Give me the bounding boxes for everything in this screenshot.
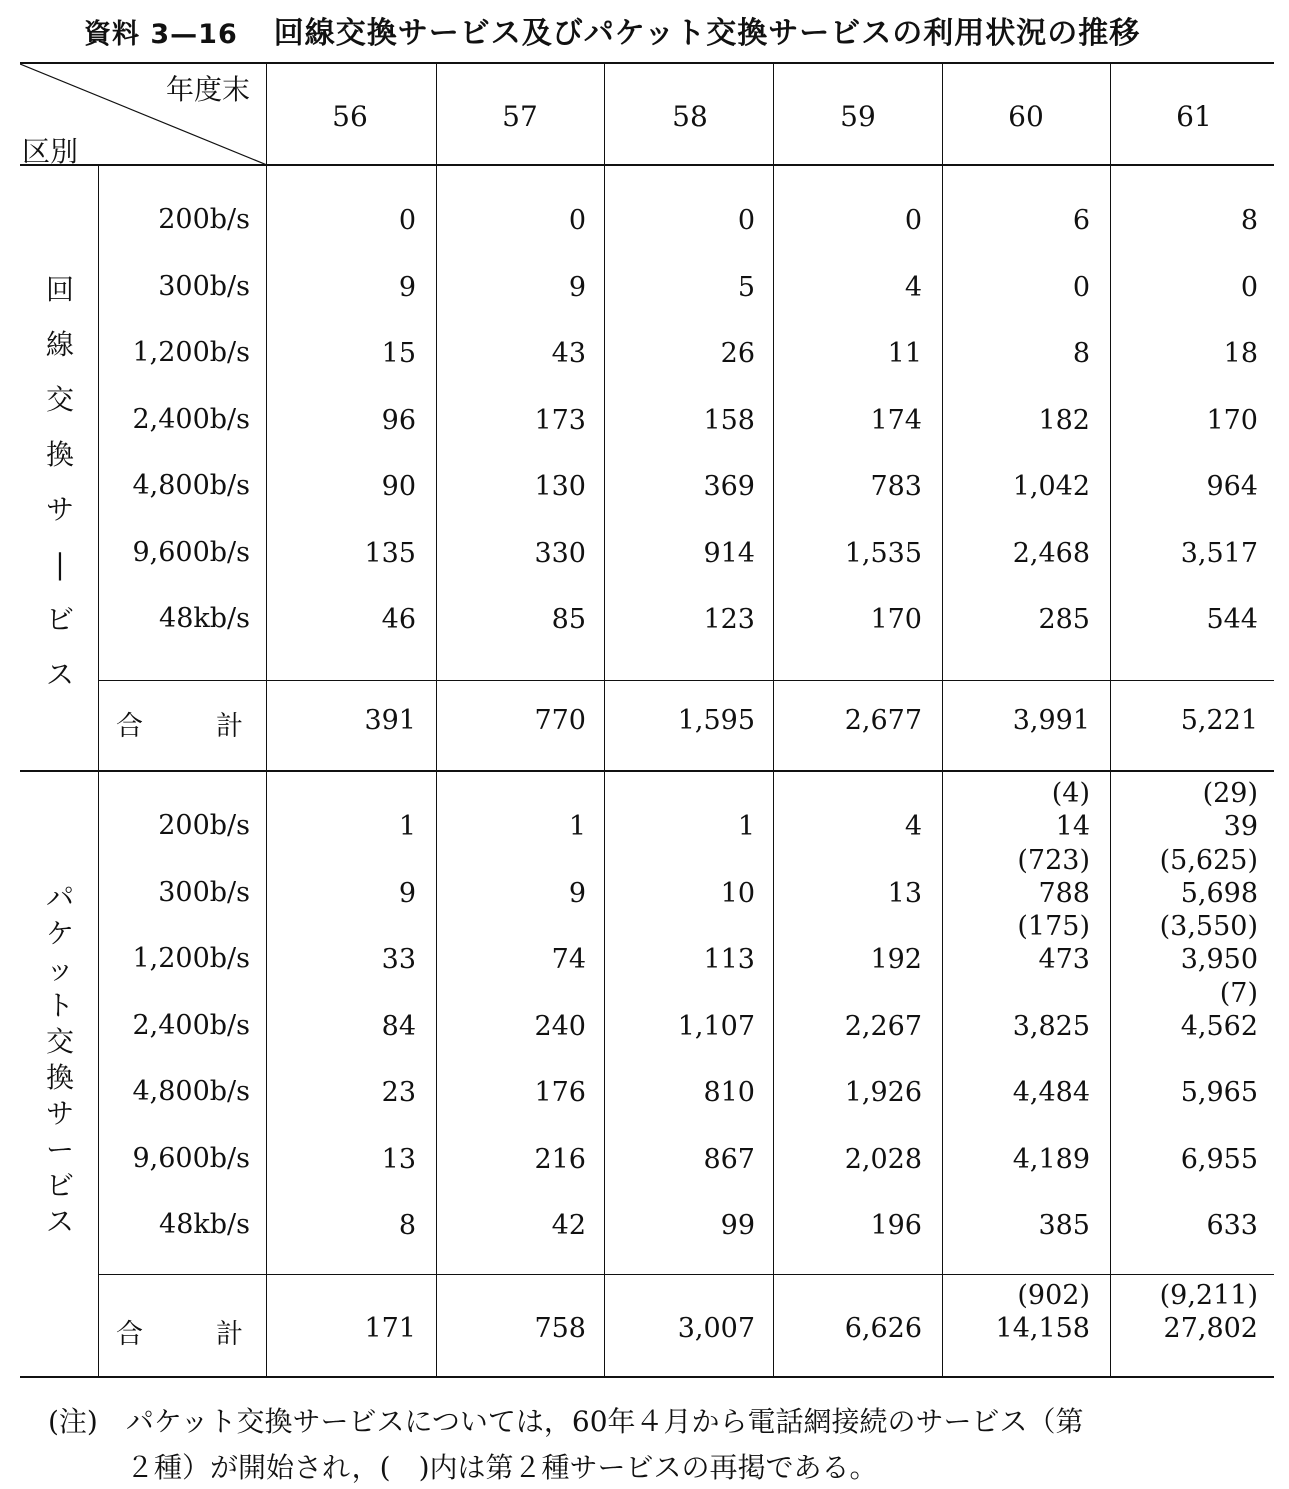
circuit-cell xyxy=(772,337,922,370)
packet-cell-value: 14 xyxy=(1055,811,1090,842)
year-header-57: 57 xyxy=(502,100,538,133)
packet-total-value: 758 xyxy=(534,1313,586,1344)
circuit-cell xyxy=(1108,204,1258,237)
circuit-cell xyxy=(266,337,416,370)
packet-cell-value: 6,955 xyxy=(1180,1143,1258,1175)
packet-cell-value: 788 xyxy=(1038,877,1090,909)
packet-cell-value: 473 xyxy=(1038,944,1090,975)
circuit-cell-value: 96 xyxy=(381,404,416,436)
packet-group-char: パ xyxy=(45,881,74,914)
circuit-cell-value: 18 xyxy=(1223,338,1258,369)
packet-cell-value: 1 xyxy=(398,811,416,842)
section-divider-rule xyxy=(20,770,1274,772)
circuit-row-label: 2,400b/s xyxy=(132,403,250,435)
packet-total-label-b: 計 xyxy=(216,1319,243,1350)
circuit-cell xyxy=(772,271,922,304)
packet-total-paren: (9,211) xyxy=(1159,1280,1258,1311)
circuit-cell-value: 170 xyxy=(870,604,922,635)
circuit-total-value: 1,595 xyxy=(677,705,755,736)
circuit-cell xyxy=(266,470,416,503)
circuit-cell-value: 15 xyxy=(381,338,416,369)
packet-cell-value: 196 xyxy=(870,1210,922,1241)
circuit-total-cell xyxy=(436,704,586,737)
circuit-row-label: 9,600b/s xyxy=(132,536,250,568)
packet-cell xyxy=(605,1209,755,1242)
circuit-group-char: | xyxy=(55,548,65,581)
circuit-cell xyxy=(266,271,416,304)
circuit-cell-value: 1,042 xyxy=(1012,471,1090,502)
circuit-cell-value: 0 xyxy=(1072,271,1090,303)
packet-total-cell xyxy=(1108,1279,1258,1345)
circuit-cell xyxy=(266,404,416,437)
circuit-total-value: 770 xyxy=(534,705,586,736)
packet-total-value: 27,802 xyxy=(1163,1313,1258,1344)
packet-group-char: ビ xyxy=(45,1169,74,1202)
circuit-cell xyxy=(940,204,1090,237)
packet-cell xyxy=(772,1143,922,1176)
circuit-group-char: ス xyxy=(45,658,74,691)
packet-cell-value: 1,926 xyxy=(844,1077,922,1108)
packet-cell-paren: (4) xyxy=(1051,778,1090,809)
circuit-total-cell xyxy=(940,704,1090,737)
packet-cell-value: 33 xyxy=(381,944,416,975)
packet-cell-value: 2,028 xyxy=(844,1143,922,1175)
packet-cell-value: 867 xyxy=(703,1143,755,1175)
packet-cell xyxy=(605,943,755,976)
circuit-cell xyxy=(1108,404,1258,437)
document-title xyxy=(84,8,1140,52)
packet-row-label: 9,600b/s xyxy=(132,1142,250,1174)
packet-cell-value: 385 xyxy=(1038,1210,1090,1241)
packet-cell-value: 99 xyxy=(720,1210,755,1241)
circuit-cell-value: 0 xyxy=(737,205,755,236)
circuit-cell-value: 1,535 xyxy=(844,537,922,569)
packet-cell-value: 74 xyxy=(551,944,586,975)
packet-cell xyxy=(436,1010,586,1043)
packet-cell xyxy=(1108,777,1258,843)
packet-cell xyxy=(940,1143,1090,1176)
circuit-group-char: 交 xyxy=(45,383,74,416)
packet-cell xyxy=(266,943,416,976)
circuit-cell xyxy=(940,271,1090,304)
circuit-cell-value: 6 xyxy=(1072,205,1090,236)
circuit-cell-value: 964 xyxy=(1206,471,1258,502)
circuit-cell-value: 0 xyxy=(904,205,922,236)
circuit-total-cell xyxy=(772,704,922,737)
packet-total-value: 171 xyxy=(364,1313,416,1344)
circuit-cell xyxy=(436,603,586,636)
circuit-group-char: 線 xyxy=(45,328,74,361)
packet-cell-value: 113 xyxy=(703,944,755,975)
packet-cell xyxy=(772,943,922,976)
packet-cell-value: 216 xyxy=(534,1143,586,1175)
circuit-cell xyxy=(436,337,586,370)
packet-cell-value: 9 xyxy=(398,877,416,909)
packet-cell-value: 39 xyxy=(1223,811,1258,842)
circuit-row-label: 300b/s xyxy=(158,270,250,302)
table-bottom-rule xyxy=(20,1376,1274,1378)
packet-total-value: 6,626 xyxy=(844,1313,922,1344)
title-text: 回線交換サービス及びパケット交換サービスの利用状況の推移 xyxy=(273,16,1141,51)
circuit-cell-value: 0 xyxy=(398,205,416,236)
circuit-row-label: 48kb/s xyxy=(159,603,250,634)
circuit-cell-value: 174 xyxy=(870,404,922,436)
circuit-cell-value: 123 xyxy=(703,604,755,635)
packet-total-cell xyxy=(605,1312,755,1345)
circuit-cell xyxy=(266,603,416,636)
circuit-cell-value: 173 xyxy=(534,404,586,436)
packet-total-value: 14,158 xyxy=(995,1313,1090,1344)
circuit-cell xyxy=(1108,337,1258,370)
packet-cell xyxy=(940,1076,1090,1109)
packet-total-label-a: 合 xyxy=(116,1319,143,1350)
packet-row-label: 48kb/s xyxy=(159,1209,250,1240)
packet-cell xyxy=(1108,1209,1258,1242)
packet-total-cell xyxy=(266,1312,416,1345)
packet-group-char: ー xyxy=(45,1133,74,1166)
circuit-cell-value: 11 xyxy=(887,338,922,369)
circuit-cell xyxy=(772,404,922,437)
circuit-cell xyxy=(940,404,1090,437)
packet-group-label xyxy=(40,880,80,1240)
packet-total-paren: (902) xyxy=(1017,1280,1090,1311)
packet-cell xyxy=(266,877,416,910)
packet-total-cell xyxy=(940,1279,1090,1345)
year-header-59: 59 xyxy=(840,100,876,133)
circuit-cell xyxy=(940,337,1090,370)
circuit-cell xyxy=(1108,537,1258,570)
packet-row-label: 200b/s xyxy=(158,810,250,841)
circuit-cell-value: 182 xyxy=(1038,404,1090,436)
circuit-cell xyxy=(605,204,755,237)
packet-cell xyxy=(940,910,1090,976)
circuit-cell xyxy=(605,404,755,437)
packet-cell-value: 13 xyxy=(381,1143,416,1175)
circuit-cell-value: 544 xyxy=(1206,604,1258,635)
circuit-total-label-a: 合 xyxy=(116,711,143,742)
note-line-2: ２種）が開始され，( )内は第２種サービスの再掲である。 xyxy=(126,1451,878,1484)
packet-cell-paren: (29) xyxy=(1202,778,1258,809)
circuit-total-cell xyxy=(1108,704,1258,737)
packet-group-char: ケ xyxy=(45,917,74,950)
packet-cell xyxy=(605,1143,755,1176)
packet-cell-paren: (175) xyxy=(1017,911,1090,942)
title-number: 資料 3—16 xyxy=(84,19,238,50)
circuit-cell-value: 130 xyxy=(534,471,586,502)
packet-cell-value: 10 xyxy=(720,877,755,909)
packet-cell xyxy=(266,1143,416,1176)
circuit-cell xyxy=(436,537,586,570)
circuit-cell xyxy=(436,404,586,437)
packet-group-char: ト xyxy=(45,989,74,1022)
packet-cell-value: 13 xyxy=(887,877,922,909)
circuit-total-value: 3,991 xyxy=(1012,705,1090,736)
circuit-cell-value: 9 xyxy=(398,271,416,303)
packet-cell xyxy=(266,1010,416,1043)
packet-cell-value: 8 xyxy=(398,1210,416,1241)
circuit-cell-value: 285 xyxy=(1038,604,1090,635)
packet-total-rule xyxy=(98,1274,1274,1275)
circuit-cell xyxy=(772,603,922,636)
packet-cell xyxy=(436,810,586,843)
packet-cell-value: 4,484 xyxy=(1012,1077,1090,1108)
packet-cell-paren: (5,625) xyxy=(1159,844,1258,876)
circuit-cell xyxy=(266,204,416,237)
packet-cell-value: 84 xyxy=(381,1010,416,1042)
packet-cell xyxy=(772,1010,922,1043)
circuit-cell-value: 170 xyxy=(1206,404,1258,436)
packet-cell xyxy=(1108,844,1258,910)
packet-cell-paren: (7) xyxy=(1219,977,1258,1009)
packet-cell xyxy=(1108,977,1258,1043)
circuit-group-char: 換 xyxy=(45,438,74,471)
packet-cell xyxy=(772,810,922,843)
circuit-group-char: サ xyxy=(45,493,74,526)
circuit-total-cell xyxy=(266,704,416,737)
circuit-cell-value: 158 xyxy=(703,404,755,436)
circuit-cell xyxy=(940,470,1090,503)
circuit-cell xyxy=(605,470,755,503)
circuit-row-label: 1,200b/s xyxy=(132,337,250,368)
year-header-56: 56 xyxy=(332,100,368,133)
packet-cell-paren: (723) xyxy=(1017,844,1090,876)
circuit-cell xyxy=(436,470,586,503)
packet-cell-value: 810 xyxy=(703,1077,755,1108)
circuit-total-label-b: 計 xyxy=(216,711,243,742)
year-header-60: 60 xyxy=(1008,100,1044,133)
circuit-cell xyxy=(772,537,922,570)
packet-cell-value: 633 xyxy=(1206,1210,1258,1241)
group-column-rule xyxy=(98,166,99,1376)
packet-cell xyxy=(266,810,416,843)
circuit-cell xyxy=(605,337,755,370)
packet-cell-value: 4,562 xyxy=(1180,1010,1258,1042)
packet-cell-value: 2,267 xyxy=(844,1010,922,1042)
packet-cell xyxy=(605,810,755,843)
circuit-cell-value: 914 xyxy=(703,537,755,569)
packet-cell-value: 192 xyxy=(870,944,922,975)
circuit-cell-value: 3,517 xyxy=(1180,537,1258,569)
year-header-61: 61 xyxy=(1176,100,1212,133)
packet-cell xyxy=(772,877,922,910)
packet-cell xyxy=(605,1076,755,1109)
circuit-cell-value: 8 xyxy=(1072,338,1090,369)
packet-cell xyxy=(436,943,586,976)
circuit-cell-value: 5 xyxy=(737,271,755,303)
circuit-cell-value: 369 xyxy=(703,471,755,502)
packet-cell-value: 4 xyxy=(904,811,922,842)
packet-cell xyxy=(1108,910,1258,976)
year-header-58: 58 xyxy=(672,100,708,133)
packet-cell-value: 4,189 xyxy=(1012,1143,1090,1175)
circuit-total-value: 5,221 xyxy=(1180,705,1258,736)
packet-cell-paren: (3,550) xyxy=(1159,911,1258,942)
circuit-cell xyxy=(1108,603,1258,636)
packet-cell-value: 176 xyxy=(534,1077,586,1108)
circuit-cell xyxy=(266,537,416,570)
circuit-cell-value: 8 xyxy=(1240,205,1258,236)
packet-cell xyxy=(1108,1076,1258,1109)
circuit-cell-value: 85 xyxy=(551,604,586,635)
circuit-cell xyxy=(436,271,586,304)
circuit-cell-value: 2,468 xyxy=(1012,537,1090,569)
header-corner-top: 年度末 xyxy=(166,73,251,106)
packet-total-cell xyxy=(772,1312,922,1345)
circuit-cell xyxy=(605,537,755,570)
packet-cell xyxy=(940,844,1090,910)
packet-cell xyxy=(940,777,1090,843)
packet-group-char: 交 xyxy=(45,1025,74,1058)
circuit-cell-value: 26 xyxy=(720,338,755,369)
circuit-cell xyxy=(605,271,755,304)
circuit-cell xyxy=(940,537,1090,570)
circuit-cell-value: 0 xyxy=(1240,271,1258,303)
packet-cell-value: 1,107 xyxy=(677,1010,755,1042)
packet-cell xyxy=(266,1209,416,1242)
packet-row-label: 300b/s xyxy=(158,876,250,908)
packet-cell xyxy=(436,1143,586,1176)
packet-cell xyxy=(266,1076,416,1109)
circuit-group-char: ビ xyxy=(45,603,74,636)
circuit-cell-value: 4 xyxy=(904,271,922,303)
circuit-cell-value: 46 xyxy=(381,604,416,635)
packet-cell xyxy=(940,1010,1090,1043)
packet-cell-value: 5,965 xyxy=(1180,1077,1258,1108)
packet-row-label: 4,800b/s xyxy=(132,1076,250,1107)
packet-cell-value: 3,950 xyxy=(1180,944,1258,975)
circuit-group-char: 回 xyxy=(45,273,74,306)
circuit-row-label: 200b/s xyxy=(158,204,250,235)
circuit-cell xyxy=(772,470,922,503)
circuit-cell xyxy=(1108,470,1258,503)
packet-cell xyxy=(436,1209,586,1242)
circuit-cell-value: 783 xyxy=(870,471,922,502)
circuit-cell-value: 90 xyxy=(381,471,416,502)
packet-cell xyxy=(605,877,755,910)
packet-total-cell xyxy=(436,1312,586,1345)
circuit-total-value: 391 xyxy=(364,705,416,736)
packet-cell-value: 9 xyxy=(568,877,586,909)
circuit-cell-value: 43 xyxy=(551,338,586,369)
circuit-cell xyxy=(772,204,922,237)
packet-cell xyxy=(772,1076,922,1109)
packet-group-char: ッ xyxy=(45,953,74,986)
packet-cell xyxy=(1108,1143,1258,1176)
packet-cell xyxy=(605,1010,755,1043)
circuit-cell xyxy=(605,603,755,636)
circuit-cell xyxy=(940,603,1090,636)
packet-group-char: 換 xyxy=(45,1061,74,1094)
note-line-1: (注) パケット交換サービスについては，60年４月から電話網接続のサービス（第 xyxy=(48,1405,1084,1438)
circuit-row-label: 4,800b/s xyxy=(132,470,250,501)
packet-cell xyxy=(436,877,586,910)
circuit-total-cell xyxy=(605,704,755,737)
packet-total-value: 3,007 xyxy=(677,1313,755,1344)
circuit-cell-value: 135 xyxy=(364,537,416,569)
packet-cell-value: 42 xyxy=(551,1210,586,1241)
circuit-cell-value: 0 xyxy=(568,205,586,236)
packet-cell-value: 5,698 xyxy=(1180,877,1258,909)
header-corner-bottom: 区別 xyxy=(22,135,79,168)
packet-cell xyxy=(940,1209,1090,1242)
packet-cell xyxy=(772,1209,922,1242)
packet-row-label: 1,200b/s xyxy=(132,943,250,974)
packet-cell xyxy=(436,1076,586,1109)
packet-cell-value: 240 xyxy=(534,1010,586,1042)
packet-group-char: サ xyxy=(45,1097,74,1130)
circuit-cell xyxy=(436,204,586,237)
circuit-cell xyxy=(1108,271,1258,304)
packet-cell-value: 1 xyxy=(737,811,755,842)
packet-cell-value: 23 xyxy=(381,1077,416,1108)
packet-row-label: 2,400b/s xyxy=(132,1009,250,1041)
circuit-group-label xyxy=(40,262,80,702)
circuit-total-value: 2,677 xyxy=(844,705,922,736)
circuit-cell-value: 9 xyxy=(568,271,586,303)
packet-cell-value: 1 xyxy=(568,811,586,842)
packet-cell-value: 3,825 xyxy=(1012,1010,1090,1042)
packet-group-char: ス xyxy=(45,1205,74,1238)
circuit-total-rule xyxy=(98,680,1274,681)
circuit-cell-value: 330 xyxy=(534,537,586,569)
